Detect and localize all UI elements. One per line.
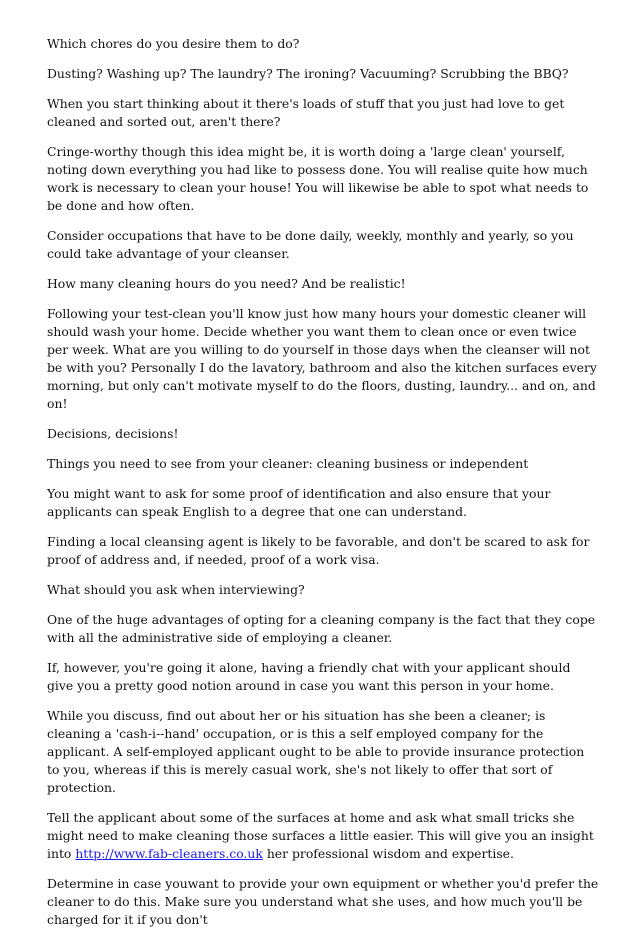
paragraph-surfaces-text-after: her professional wisdom and expertise.: [262, 846, 514, 861]
paragraph-decisions: Decisions, decisions!: [47, 426, 179, 441]
paragraph-local-agent: Finding a local cleansing agent is likely to be favorable, and don't be scared to ask for proof of address and, if needed, proof of a work visa.: [47, 534, 590, 567]
paragraph-going-alone: If, however, you're going it alone, having a friendly chat with your applicant should give you a pretty good notion around in case you want this person in your home.: [47, 660, 571, 693]
paragraph-surfaces-tricks: [47, 809, 599, 863]
paragraph-company-advantages: One of the huge advantages of opting for a cleaning company is the fact that they cope with all the administrative side of employing a cleaner.: [47, 612, 596, 645]
paragraph-business-or-independent: Things you need to see from your cleaner: cleaning business or independent: [47, 456, 529, 471]
paragraph-interview-question: What should you ask when interviewing?: [47, 582, 305, 597]
paragraph-large-clean: Cringe-worthy though this idea might be, it is worth doing a 'large clean' yourself, noting down everything you had like to possess done. You will realise quite how much work is necessary to clean your house! You will likewise be able to spot what needs to be done and how often.: [47, 144, 589, 213]
paragraph-test-clean: Following your test-clean you'll know just how many hours your domestic cleaner will should wash your home. Decide whether you want them to clean once or even twice per week. What are you willing to do yourself in those days when the cleanser will not be with you? Personally I do the lavatory, bathroom and also the kitchen surfaces every morning, but only can't motivate myself to do the floors, dusting, laundry... and on, and on!: [47, 306, 597, 411]
fab-cleaners-link[interactable]: http://www.fab-cleaners.co.uk: [75, 846, 263, 861]
document-page: [47, 35, 599, 941]
paragraph-chores-list: Dusting? Washing up? The laundry? The ironing? Vacuuming? Scrubbing the BBQ?: [47, 66, 569, 81]
paragraph-cleaning-hours: How many cleaning hours do you need? And be realistic!: [47, 276, 406, 291]
paragraph-identification: You might want to ask for some proof of identification and also ensure that your applicants can speak English to a degree that one can understand.: [47, 486, 551, 519]
paragraph-stuff-to-clean: When you start thinking about it there's loads of stuff that you just had love to get cleaned and sorted out, aren't there?: [47, 96, 565, 129]
paragraph-discuss-situation: While you discuss, find out about her or his situation has she been a cleaner; is cleaning a 'cash-i--hand' occupation, or is this a self employed company for the applicant. A self-employed applicant ought to be able to provide insurance protection to you, whereas if this is merely casual work, she's not likely to offer that sort of protection.: [47, 708, 585, 795]
paragraph-chores-question: Which chores do you desire them to do?: [47, 36, 300, 51]
paragraph-surfaces-text-before: Tell the applicant about some of the surfaces at home and ask what small tricks she might need to make cleaning those surfaces a little easier. This will give you an insight into: [47, 810, 594, 861]
paragraph-own-equipment: Determine in case youwant to provide your own equipment or whether you'd prefer the cleaner to do this. Make sure you understand what she uses, and how much you'll be charged for it if you don't: [47, 876, 599, 927]
paragraph-occupations: Consider occupations that have to be done daily, weekly, monthly and yearly, so you could take advantage of your cleanser.: [47, 228, 574, 261]
